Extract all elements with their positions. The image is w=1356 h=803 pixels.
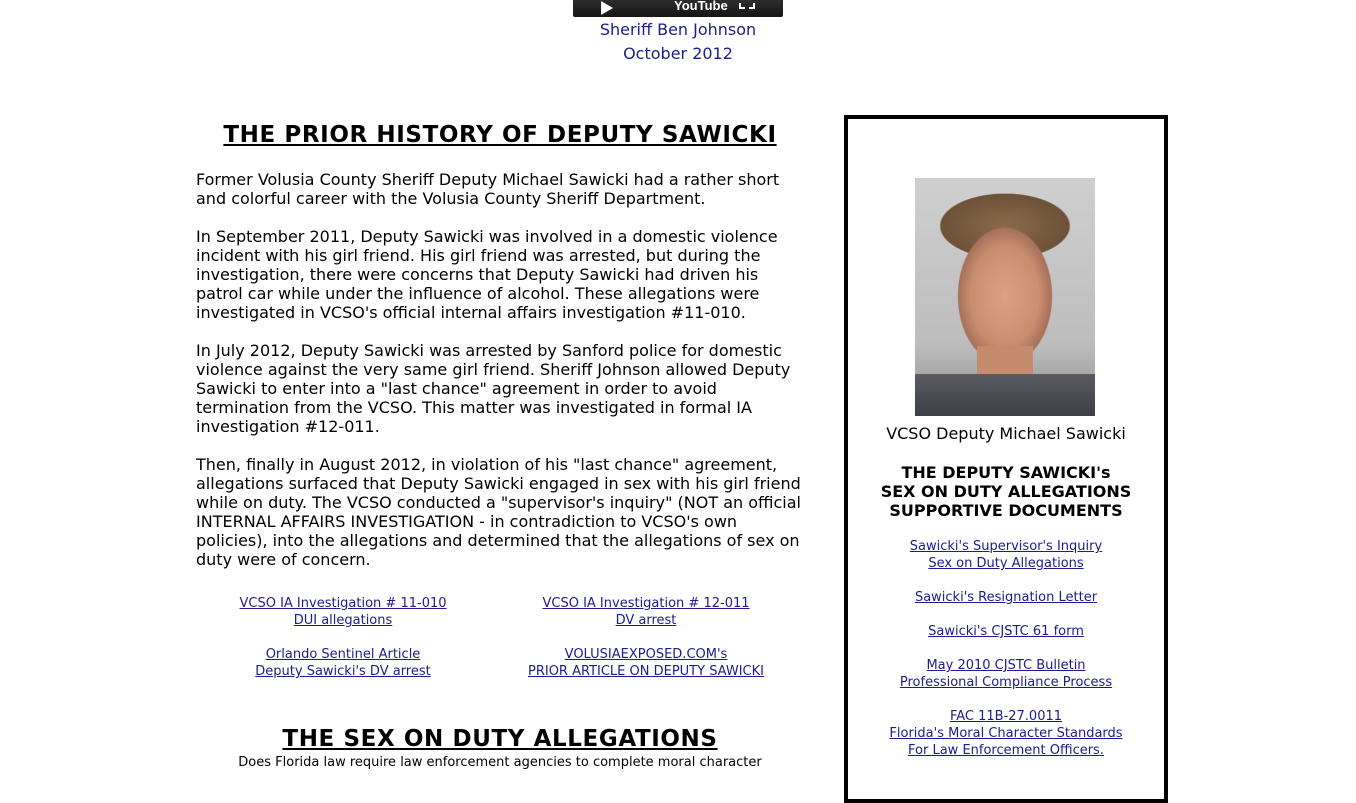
link-line[interactable]: Sawicki's Supervisor's Inquiry <box>909 539 1103 554</box>
section-intro-text: Does Florida law require law enforcement agencies to complete moral character <box>238 755 762 770</box>
document-links <box>848 538 1164 776</box>
documents-heading: THE DEPUTY SAWICKI's SEX ON DUTY ALLEGATIONS SUPPORTIVE DOCUMENTS <box>880 463 1132 520</box>
doc-link-fac-11b[interactable] <box>848 708 1164 759</box>
link-line[interactable]: Sex on Duty Allegations <box>928 556 1084 571</box>
section-title-sex-on-duty: THE SEX ON DUTY ALLEGATIONS <box>282 726 718 752</box>
paragraph: Then, finally in August 2012, in violation of his "last chance" agreement, allegations surfaced that Deputy Sawicki engaged in sex with his girl friend while on duty. The VCSO conducted a "supervisor's inquiry" (NOT an official INTERNAL AFFAIRS INVESTIGATION - in contradiction to VCSO's own policies), into the allegations and determined that the allegations of sex on duty were of concern. <box>196 455 801 569</box>
link-line[interactable]: Sawicki's CJSTC 61 form <box>928 624 1084 639</box>
link-line[interactable]: DUI allegations <box>293 613 393 628</box>
doc-link-cjstc-61[interactable] <box>848 623 1164 640</box>
supporting-documents-panel <box>844 115 1168 803</box>
link-line[interactable]: Florida's Moral Character Standards <box>889 726 1123 741</box>
link-line[interactable]: PRIOR ARTICLE ON DEPUTY SAWICKI <box>527 664 764 679</box>
link-ia-11-010[interactable] <box>196 595 490 629</box>
link-line[interactable]: May 2010 CJSTC Bulletin <box>926 658 1086 673</box>
link-line[interactable]: VCSO IA Investigation # 12-011 <box>542 596 750 611</box>
paragraph: In July 2012, Deputy Sawicki was arrested by Sanford police for domestic violence against the very same girl friend. Sheriff Johnson allowed Deputy Sawicki to enter into a "last chance" agreement in order to avoid termination from the VCSO. This matter was investigated in formal IA investigation #12-011. <box>196 341 791 436</box>
video-caption-date: October 2012 <box>623 44 733 63</box>
link-line[interactable]: For Law Enforcement Officers. <box>908 743 1104 758</box>
link-prior-article[interactable] <box>490 646 802 680</box>
play-icon[interactable] <box>601 1 613 15</box>
link-line[interactable]: Deputy Sawicki's DV arrest <box>255 664 431 679</box>
link-line[interactable]: Orlando Sentinel Article <box>265 647 421 662</box>
section-title-prior-history: THE PRIOR HISTORY OF DEPUTY SAWICKI <box>223 122 777 148</box>
paragraph: In September 2011, Deputy Sawicki was involved in a domestic violence incident with his girl friend. His girl friend was arrested, but during the investigation, there were concerns that Deputy Sawicki had driven his patrol car while under the influence of alcohol. These allegations were investigated in VCSO's official internal affairs investigation #11-010. <box>196 227 778 322</box>
fullscreen-icon[interactable] <box>739 0 755 7</box>
link-line[interactable]: Sawicki's Resignation Letter <box>914 590 1098 605</box>
video-player[interactable] <box>573 0 783 17</box>
deputy-photo <box>915 178 1095 416</box>
main-content <box>196 120 804 771</box>
link-line[interactable]: VCSO IA Investigation # 11-010 <box>239 596 447 611</box>
video-caption <box>478 18 878 66</box>
link-line[interactable]: Professional Compliance Process <box>899 675 1113 690</box>
doc-link-resignation-letter[interactable] <box>848 589 1164 606</box>
link-line[interactable]: FAC 11B-27.0011 <box>949 709 1063 724</box>
link-line[interactable]: DV arrest <box>615 613 677 628</box>
link-ia-12-011[interactable] <box>490 595 802 629</box>
video-caption-name: Sheriff Ben Johnson <box>599 20 757 39</box>
doc-link-supervisors-inquiry[interactable] <box>848 538 1164 572</box>
photo-caption: VCSO Deputy Michael Sawicki <box>886 424 1126 443</box>
doc-link-cjstc-bulletin[interactable] <box>848 657 1164 691</box>
paragraph: Former Volusia County Sheriff Deputy Michael Sawicki had a rather short and colorful career with the Volusia County Sheriff Department. <box>196 170 780 208</box>
youtube-logo[interactable]: YouTube <box>674 0 728 13</box>
link-orlando-sentinel[interactable] <box>196 646 490 680</box>
link-line[interactable]: VOLUSIAEXPOSED.COM's <box>564 647 728 662</box>
related-links <box>196 595 804 680</box>
